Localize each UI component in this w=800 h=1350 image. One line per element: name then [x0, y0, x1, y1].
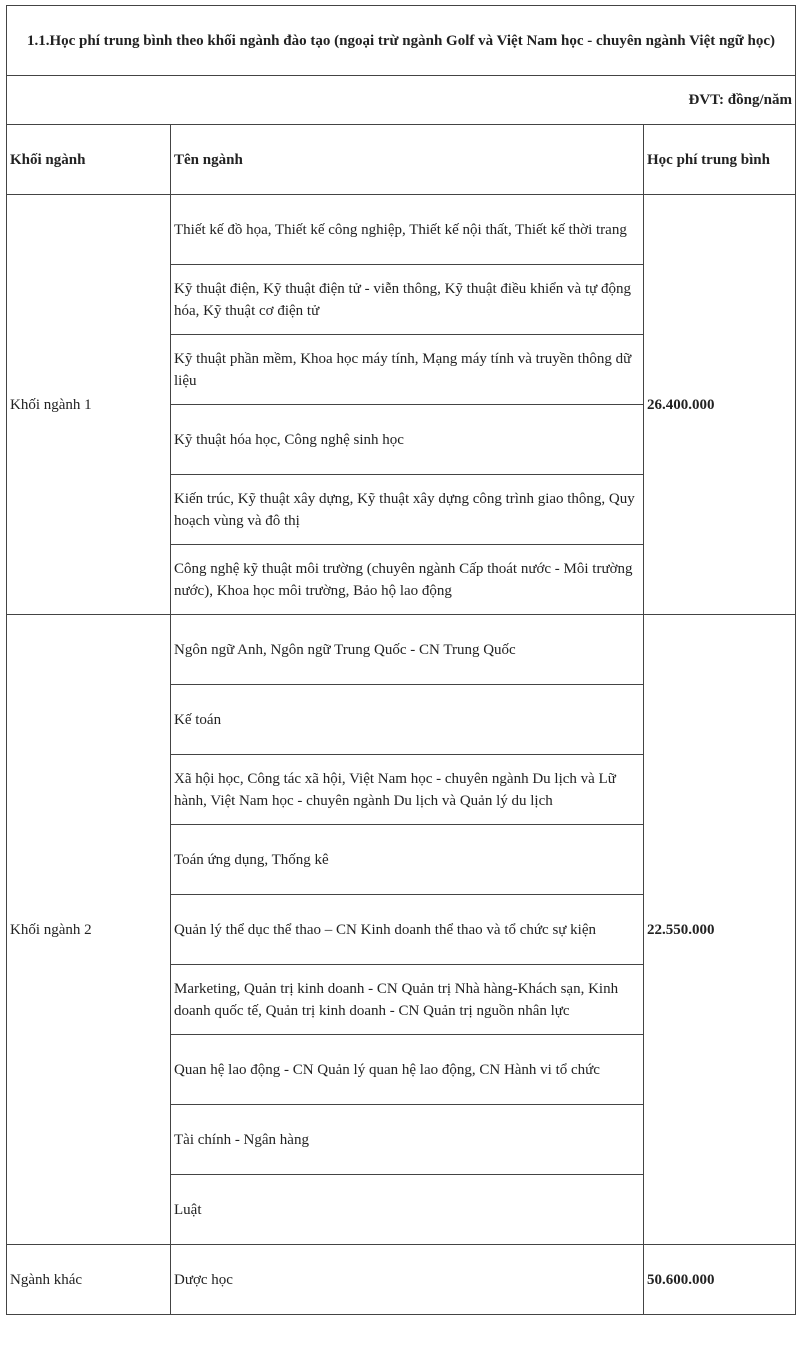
major-cell: Quan hệ lao động - CN Quản lý quan hệ lao động, CN Hành vi tổ chức: [171, 1035, 644, 1105]
major-cell: Dược học: [171, 1245, 644, 1315]
tuition-table: [6, 5, 796, 1315]
major-cell: Marketing, Quản trị kinh doanh - CN Quản trị Nhà hàng-Khách sạn, Kinh doanh quốc tế, Quản trị kinh doanh - CN Quản trị nguồn nhân lực: [171, 965, 644, 1035]
major-cell: Tài chính - Ngân hàng: [171, 1105, 644, 1175]
major-cell: Toán ứng dụng, Thống kê: [171, 825, 644, 895]
major-cell: Ngôn ngữ Anh, Ngôn ngữ Trung Quốc - CN Trung Quốc: [171, 615, 644, 685]
major-cell: Quản lý thể dục thể thao – CN Kinh doanh thể thao và tổ chức sự kiện: [171, 895, 644, 965]
group-fee: 22.550.000: [644, 615, 796, 1245]
header-fee: Học phí trung bình: [644, 125, 796, 195]
unit-label: ĐVT: đồng/năm: [7, 76, 796, 125]
major-cell: Xã hội học, Công tác xã hội, Việt Nam học - chuyên ngành Du lịch và Lữ hành, Việt Nam học - chuyên ngành Du lịch và Quản lý du lịch: [171, 755, 644, 825]
group-name: Ngành khác: [7, 1245, 171, 1315]
major-cell: Kiến trúc, Kỹ thuật xây dựng, Kỹ thuật xây dựng công trình giao thông, Quy hoạch vùng và đô thị: [171, 475, 644, 545]
group-name: Khối ngành 2: [7, 615, 171, 1245]
major-cell: Công nghệ kỹ thuật môi trường (chuyên ngành Cấp thoát nước - Môi trường nước), Khoa học môi trường, Bảo hộ lao động: [171, 545, 644, 615]
major-cell: Thiết kế đồ họa, Thiết kế công nghiệp, Thiết kế nội thất, Thiết kế thời trang: [171, 195, 644, 265]
header-group: Khối ngành: [7, 125, 171, 195]
major-cell: Kỹ thuật hóa học, Công nghệ sinh học: [171, 405, 644, 475]
header-major: Tên ngành: [171, 125, 644, 195]
table-title: 1.1.Học phí trung bình theo khối ngành đào tạo (ngoại trừ ngành Golf và Việt Nam học - chuyên ngành Việt ngữ học): [7, 6, 796, 76]
major-cell: Kỹ thuật phần mềm, Khoa học máy tính, Mạng máy tính và truyền thông dữ liệu: [171, 335, 644, 405]
group-fee: 50.600.000: [644, 1245, 796, 1315]
major-cell: Kế toán: [171, 685, 644, 755]
group-name: Khối ngành 1: [7, 195, 171, 615]
group-fee: 26.400.000: [644, 195, 796, 615]
major-cell: Kỹ thuật điện, Kỹ thuật điện tử - viễn thông, Kỹ thuật điều khiển và tự động hóa, Kỹ thuật cơ điện tử: [171, 265, 644, 335]
major-cell: Luật: [171, 1175, 644, 1245]
